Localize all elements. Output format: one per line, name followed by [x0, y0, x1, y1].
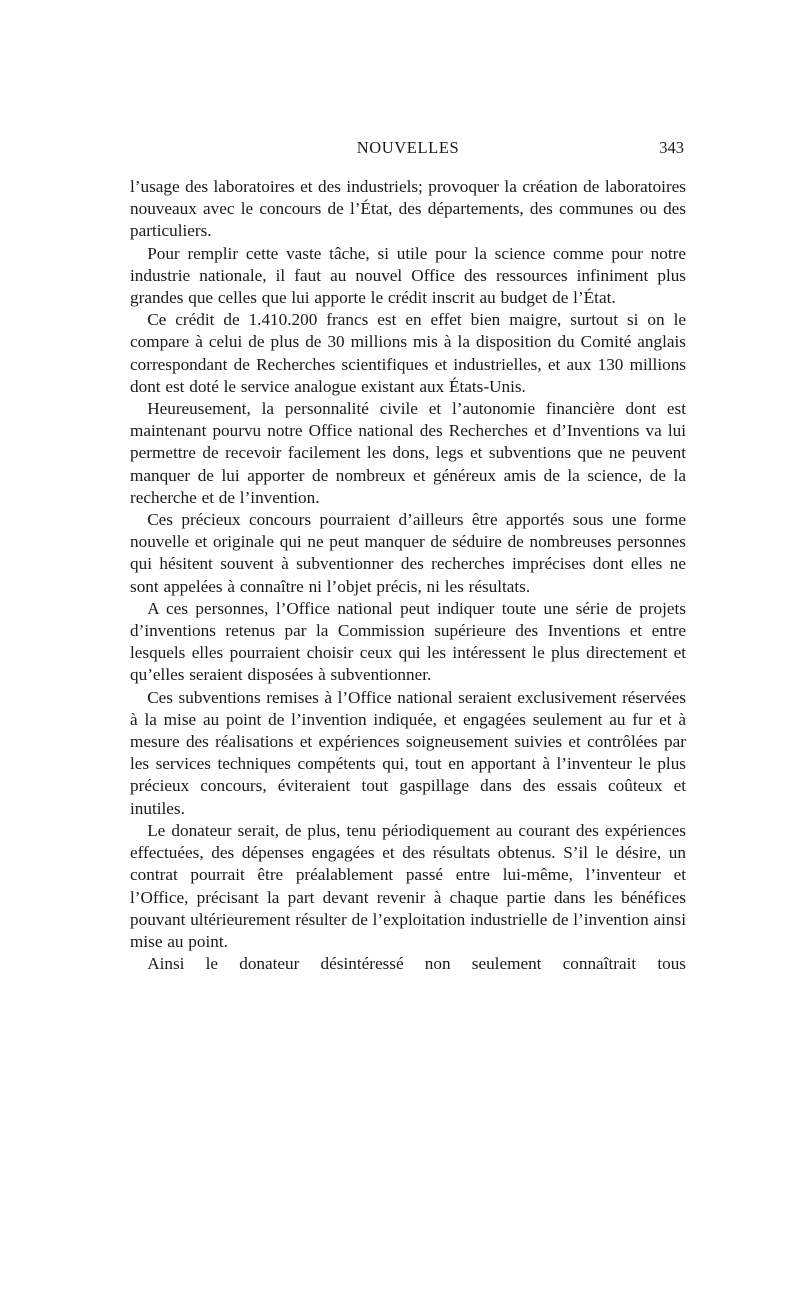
- running-title: NOUVELLES: [356, 138, 460, 157]
- body-text: [130, 176, 686, 975]
- paragraph: Le donateur serait, de plus, tenu périodiquement au courant des expériences effectuées, des dépenses engagées et des résultats obtenus. S’il le désire, un contrat pourrait être préalablement passé entre lui-même, l’inventeur et l’Office, précisant la part devant revenir à chaque partie dans les bénéfices pouvant ultérieurement résulter de l’exploitation industrielle de l’invention ainsi mise au point.: [130, 820, 686, 951]
- page-number: 343: [659, 138, 684, 157]
- paragraph-final-line: Ainsi le donateur désintéressé non seulement connaîtrait tous: [147, 954, 686, 974]
- paragraph: Pour remplir cette vaste tâche, si utile pour la science comme pour notre industrie nationale, il faut au nouvel Office des ressources infiniment plus grandes que celles que lui apporte le crédit inscrit au budget de l’État.: [130, 243, 686, 308]
- page-header: [130, 138, 686, 164]
- book-page: [130, 138, 686, 975]
- paragraph: Ce crédit de 1.410.200 francs est en effet bien maigre, surtout si on le compare à celui de plus de 30 millions mis à la disposition du Comité anglais correspondant de Recherches scientifiques et industrielles, et aux 130 millions dont est doté le service analogue existant aux États-Unis.: [130, 310, 686, 396]
- paragraph-continuation: l’usage des laboratoires et des industriels; provoquer la création de laboratoires nouveaux avec le concours de l’État, des départements, des communes ou des particuliers.: [130, 177, 686, 241]
- paragraph: Ces précieux concours pourraient d’ailleurs être apportés sous une forme nouvelle et originale qui ne peut manquer de séduire de nombreuses personnes qui hésitent souvent à subventionner des recherches imprécises dont elles ne sont appelées à connaître ni l’objet précis, ni les résultats.: [130, 510, 686, 596]
- paragraph: Ces subventions remises à l’Office national seraient exclusivement réservées à la mise au point de l’invention indiquée, et engagées seulement au fur et à mesure des réalisations et expériences soigneusement suivies et contrôlées par les services techniques compétents qui, tout en apportant à l’inventeur le plus précieux concours, éviteraient tout gaspillage dans des essais coûteux et inutiles.: [130, 687, 686, 818]
- paragraph: A ces personnes, l’Office national peut indiquer toute une série de projets d’inventions retenus par la Commission supérieure des Inventions et entre lesquels elles pourraient choisir ceux qui les intéressent le plus directement et qu’elles seraient disposées à subventionner.: [130, 598, 686, 685]
- paragraph: Heureusement, la personnalité civile et l’autonomie financière dont est maintenant pourvu notre Office national des Recherches et d’Inventions va lui permettre de recevoir facilement les dons, legs et subventions que ne peuvent manquer de lui apporter de nombreux et généreux amis de la science, de la recherche et de l’invention.: [130, 399, 686, 507]
